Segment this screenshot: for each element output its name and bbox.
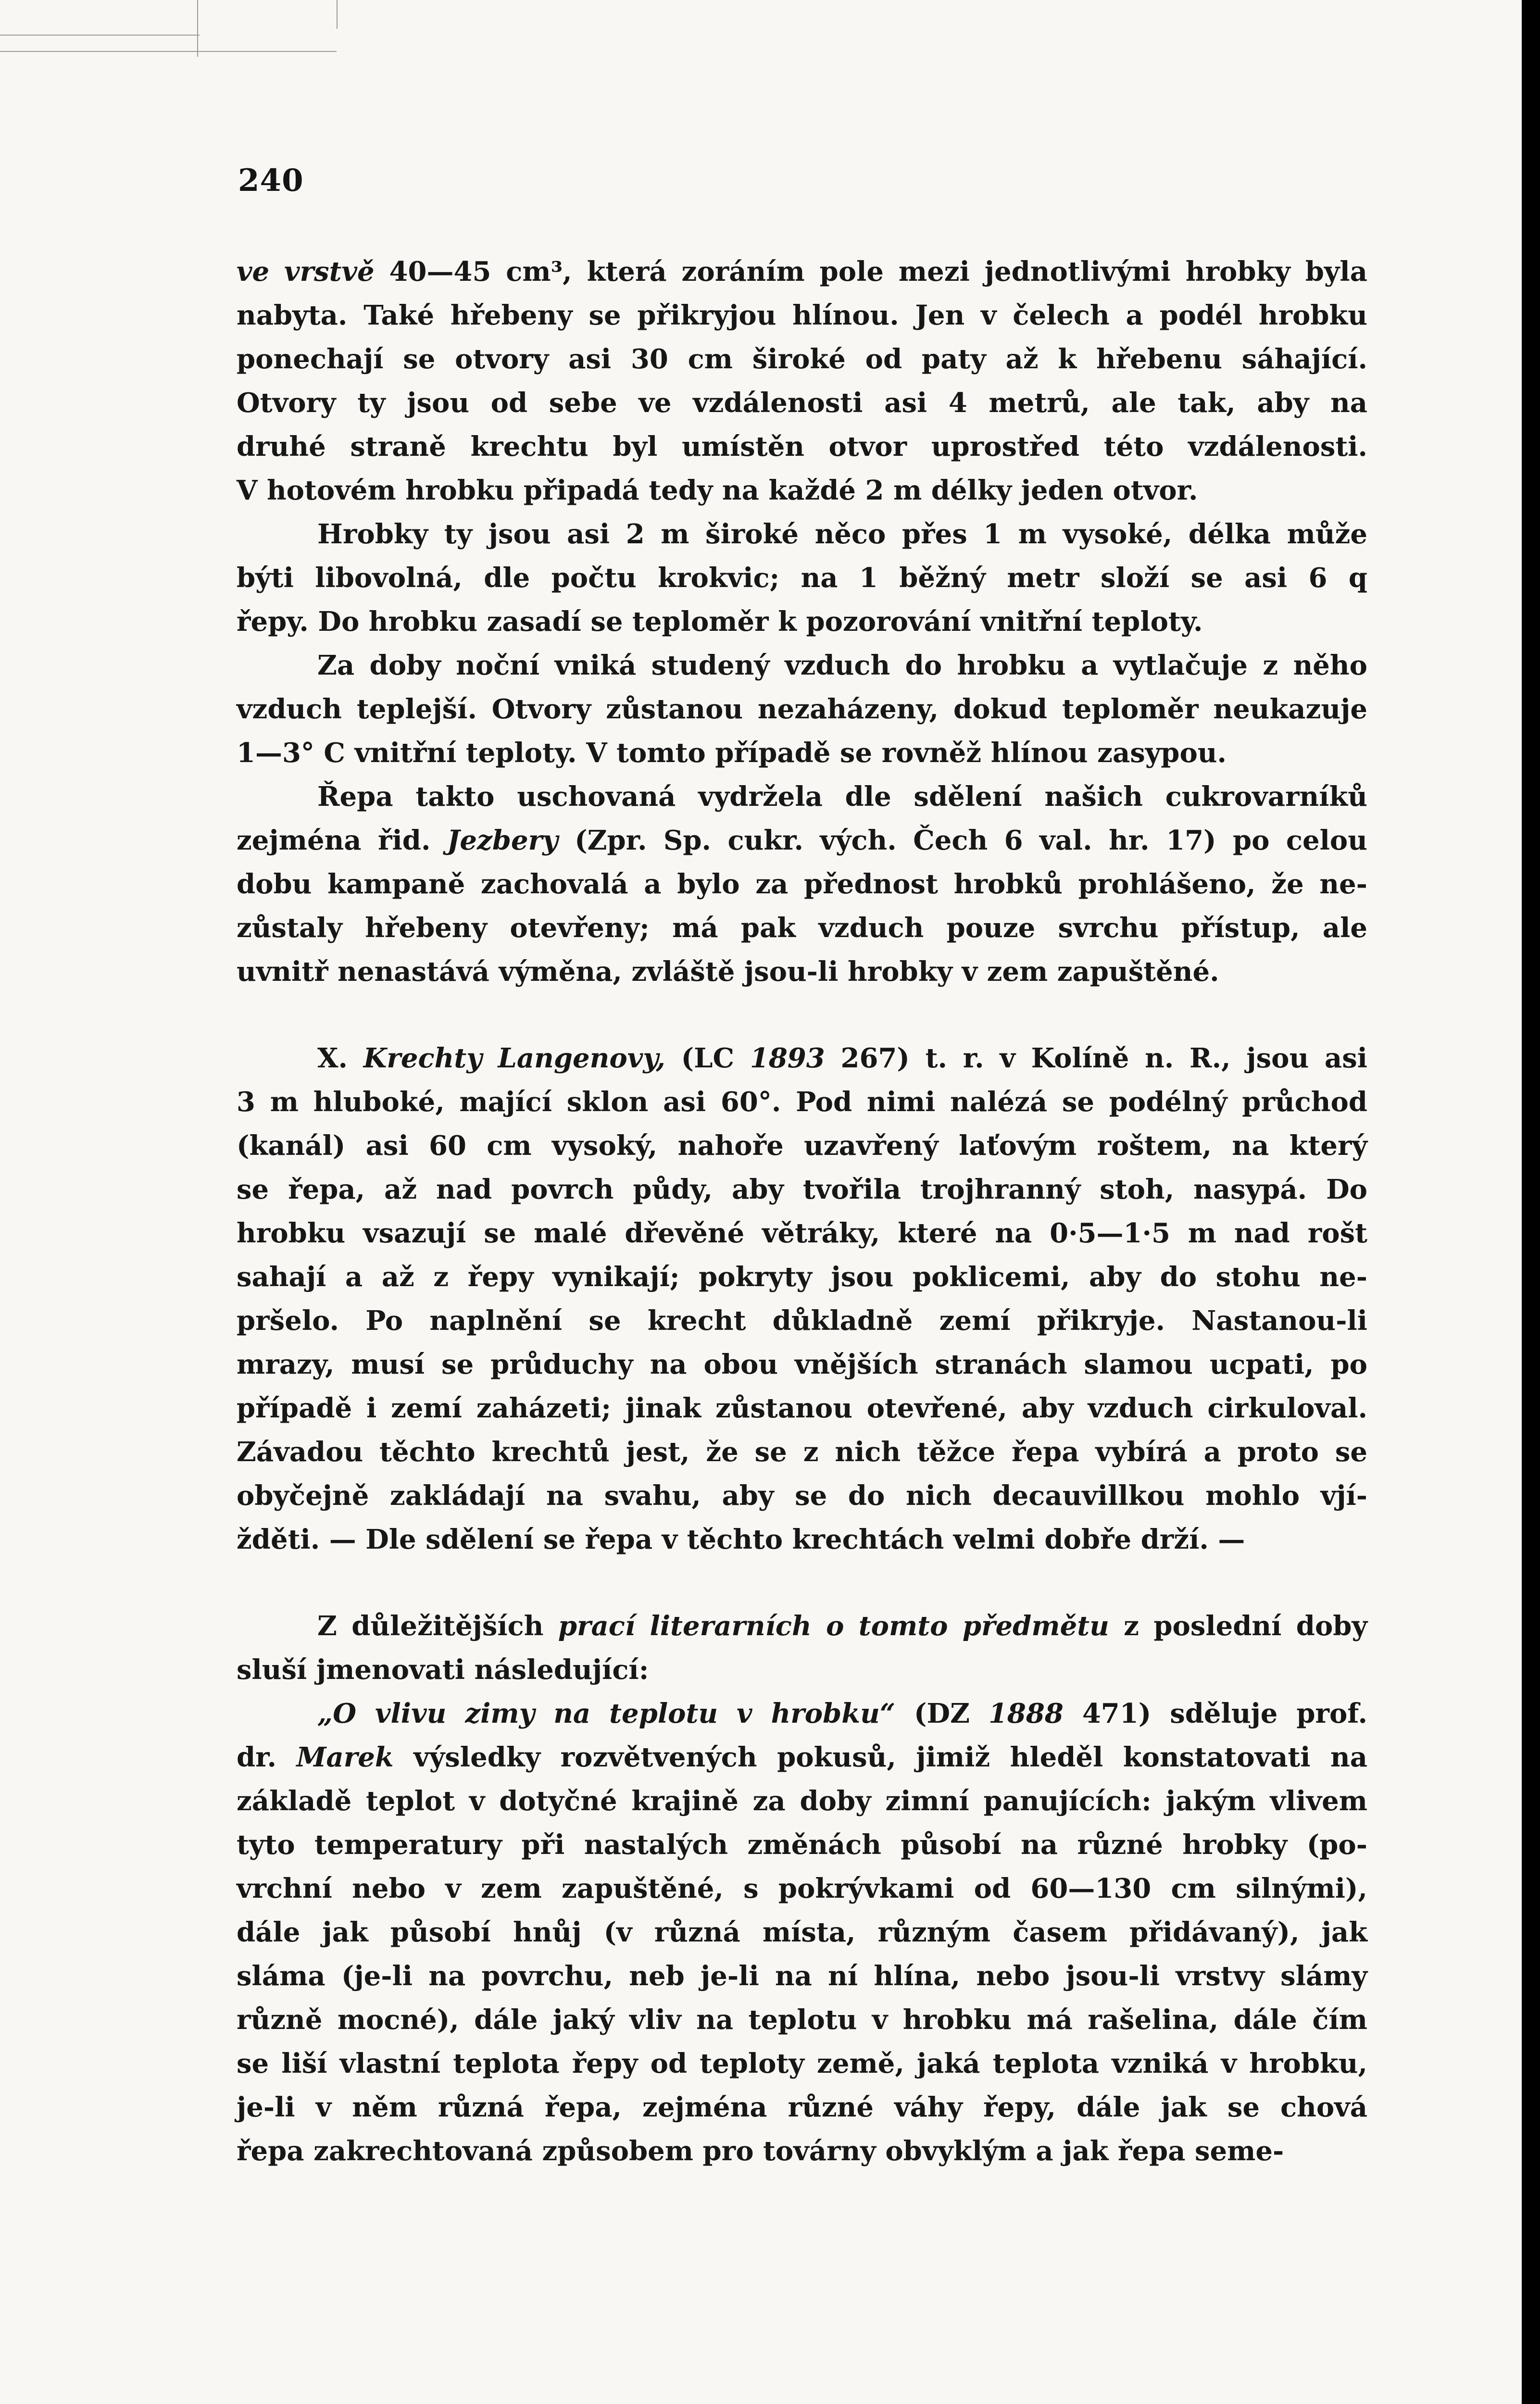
text-line: [237, 556, 1367, 600]
text-run: případě i zemí zaházeti; jinak zůstanou otevřené, aby vzduch cirkuloval.: [237, 1392, 1367, 1424]
text-line: [237, 338, 1367, 381]
text-run: zejména řid.: [237, 825, 447, 856]
text-run: výsledky rozvětvených pokusů, jimiž hleděl konstatovati na: [393, 1741, 1368, 1773]
text-run: zůstaly hřebeny otevřeny; má pak vzduch pouze svrchu přístup, ale: [237, 912, 1367, 944]
text-run: základě teplot v dotyčné krajině za doby zimní panujících: jakým vlivem: [237, 1785, 1367, 1817]
text-line: [237, 731, 1367, 775]
text-run: obyčejně zakládají na svahu, aby se do nich decauvillkou mohlo vjí-: [237, 1480, 1367, 1512]
text-line: [237, 2129, 1367, 2173]
scan-artifact-line: [0, 35, 200, 36]
text-line: [237, 1779, 1367, 1823]
page-number: 240: [238, 163, 304, 199]
text-run: řepa zakrechtovaná způsobem pro továrny obvyklým a jak řepa seme-: [237, 2135, 1284, 2167]
text-line: [237, 819, 1367, 863]
text-line: [237, 1648, 1367, 1692]
italic-text: Jezbery: [447, 825, 558, 856]
text-line: [237, 688, 1367, 731]
text-run: Hrobky ty jsou asi 2 m široké něco přes 1 m vysoké, délka může: [317, 518, 1367, 550]
text-line: [237, 1823, 1367, 1867]
text-line: [237, 775, 1367, 819]
text-run: (Zpr. Sp. cukr. vých. Čech 6 val. hr. 17) po celou: [558, 825, 1367, 856]
text-run: je-li v něm různá řepa, zejména různé váhy řepy, dále jak se chová: [237, 2091, 1367, 2123]
text-run: Řepa takto uschovaná vydržela dle sdělení našich cukrovarníků: [317, 781, 1367, 813]
text-run: se liší vlastní teplota řepy od teploty země, jaká teplota vzniká v hrobku,: [237, 2048, 1367, 2079]
text-run: dále jak působí hnůj (v různá místa, různým časem přidávaný), jak: [237, 1916, 1367, 1948]
text-line: [237, 1911, 1367, 1954]
text-run: tyto temperatury při nastalých změnách působí na různé hrobky (po-: [237, 1829, 1367, 1861]
text-line: [237, 906, 1367, 950]
text-run: Závadou těchto krechtů jest, že se z nich těžce řepa vybírá a proto se: [237, 1436, 1367, 1468]
text-run: sláma (je-li na povrchu, neb je-li na ní hlína, nebo jsou-li vrstvy slámy: [237, 1960, 1367, 1992]
text-run: ponechají se otvory asi 30 cm široké od paty až k hřebenu sáhající.: [237, 343, 1367, 375]
text-run: Otvory ty jsou od sebe ve vzdálenosti asi 4 metrů, ale tak, aby na: [237, 387, 1367, 419]
text-run: hrobku vsazují se malé dřevěné větráky, které na 0·5—1·5 m nad rošt: [237, 1217, 1367, 1249]
italic-text: 1888: [988, 1698, 1064, 1729]
text-line: [237, 863, 1367, 906]
text-run: (kanál) asi 60 cm vysoký, nahoře uzavřený laťovým roštem, na který: [237, 1130, 1367, 1162]
italic-text: Krechty Langenovy,: [363, 1042, 665, 1074]
text-run: uvnitř nenastává výměna, zvláště jsou-li hrobky v zem zapuštěné.: [237, 956, 1219, 988]
text-line: [237, 469, 1367, 513]
text-line: [237, 1124, 1367, 1168]
text-line: [237, 1867, 1367, 1911]
text-line: [237, 1168, 1367, 1212]
text-run: řepy. Do hrobku zasadí se teploměr k pozorování vnitřní teploty.: [237, 606, 1203, 638]
text-line: [237, 644, 1367, 688]
scan-border: [1522, 0, 1540, 2404]
scan-artifact-line: [337, 0, 338, 29]
text-line: [237, 250, 1367, 294]
scan-artifact-line: [197, 0, 198, 57]
text-line: [237, 1692, 1367, 1736]
text-line: [237, 1474, 1367, 1518]
text-run: (LC: [665, 1042, 750, 1074]
text-run: 3 m hluboké, mající sklon asi 60°. Pod nimi nalézá se podélný průchod: [237, 1086, 1367, 1118]
text-run: z poslední doby: [1109, 1610, 1368, 1642]
text-line: [237, 1604, 1367, 1648]
text-line: [237, 513, 1367, 556]
text-line: [237, 1998, 1367, 2042]
text-line: [237, 2086, 1367, 2129]
text-run: 1—3° C vnitřní teploty. V tomto případě se rovněž hlínou zasypou.: [237, 737, 1227, 769]
text-line: [237, 1343, 1367, 1387]
text-run: sahají a až z řepy vynikají; pokryty jsou poklicemi, aby do stohu ne-: [237, 1261, 1367, 1293]
text-line: [237, 600, 1367, 644]
text-run: druhé straně krechtu byl umístěn otvor uprostřed této vzdálenosti.: [237, 431, 1367, 463]
text-line: [237, 1430, 1367, 1474]
text-run: (DZ: [895, 1698, 989, 1729]
text-line: [237, 1387, 1367, 1430]
text-line: [237, 950, 1367, 994]
italic-text: ve vrstvě: [237, 256, 375, 288]
text-run: 40—45 cm³, která zoráním pole mezi jednotlivými hrobky byla: [374, 256, 1367, 288]
text-line: [237, 1954, 1367, 1998]
text-run: dr.: [237, 1741, 297, 1773]
text-run: 267) t. r. v Kolíně n. R., jsou asi: [825, 1042, 1368, 1074]
text-line: [237, 1080, 1367, 1124]
text-line: [237, 1212, 1367, 1255]
text-run: sluší jmenovati následující:: [237, 1654, 649, 1686]
text-line: [237, 1299, 1367, 1343]
text-run: V hotovém hrobku připadá tedy na každé 2 m délky jeden otvor.: [237, 475, 1198, 506]
text-run: vzduch teplejší. Otvory zůstanou nezaházeny, dokud teploměr neukazuje: [237, 693, 1367, 725]
text-run: Za doby noční vniká studený vzduch do hrobku a vytlačuje z něho: [317, 650, 1367, 681]
text-line: [237, 1037, 1367, 1080]
text-line: [237, 294, 1367, 338]
text-run: 471) sděluje prof.: [1063, 1698, 1367, 1729]
text-run: pršelo. Po naplnění se krecht důkladně zemí přikryje. Nastanou-li: [237, 1305, 1367, 1337]
italic-text: Marek: [296, 1741, 394, 1773]
text-run: X.: [317, 1042, 363, 1074]
body-text: [237, 250, 1367, 2173]
italic-text: prací literarních o tomto předmětu: [558, 1610, 1109, 1642]
text-line: [237, 381, 1367, 425]
text-run: různě mocné), dále jaký vliv na teplotu v hrobku má rašelina, dále čím: [237, 2004, 1367, 2036]
text-line: [237, 1255, 1367, 1299]
text-line: [237, 425, 1367, 469]
text-line: [237, 1736, 1367, 1779]
text-run: dobu kampaně zachovalá a bylo za přednost hrobků prohlášeno, že ne-: [237, 868, 1367, 900]
text-run: mrazy, musí se průduchy na obou vnějších stranách slamou ucpati, po: [237, 1349, 1367, 1380]
text-run: Z důležitějších: [317, 1610, 558, 1642]
text-line: [237, 1518, 1367, 1562]
text-run: žděti. — Dle sdělení se řepa v těchto krechtách velmi dobře drží. —: [237, 1524, 1245, 1555]
text-run: se řepa, až nad povrch půdy, aby tvořila trojhranný stoh, nasypá. Do: [237, 1174, 1367, 1205]
italic-text: „O vlivu zimy na teplotu v hrobku“: [317, 1698, 896, 1729]
text-run: nabyta. Také hřebeny se přikryjou hlínou. Jen v čelech a podél hrobku: [237, 300, 1367, 331]
text-run: vrchní nebo v zem zapuštěné, s pokrývkami od 60—130 cm silnými),: [237, 1873, 1367, 1904]
italic-text: 1893: [750, 1042, 825, 1074]
scan-artifact-line: [0, 51, 337, 52]
text-line: [237, 2042, 1367, 2086]
text-run: býti libovolná, dle počtu krokvic; na 1 běžný metr složí se asi 6 q: [237, 562, 1367, 594]
